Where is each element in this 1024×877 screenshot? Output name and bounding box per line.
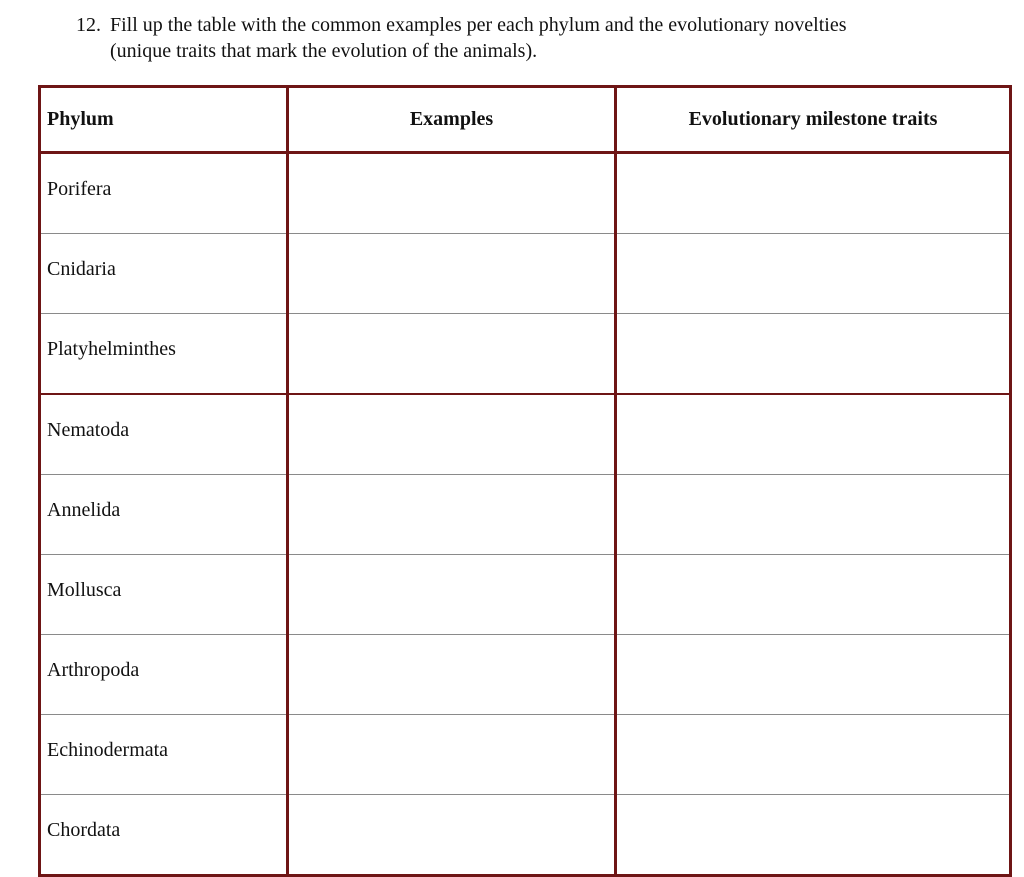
phylum-cell: Cnidaria [40,234,288,314]
phylum-table [38,85,1012,877]
examples-cell[interactable] [288,715,616,795]
question-line-1-text: Fill up the table with the common examples per each phylum and the evolutionary novelties [110,14,847,36]
examples-cell[interactable] [288,394,616,475]
traits-cell[interactable] [616,314,1011,395]
table-row [40,635,1011,715]
table-header-row [40,87,1011,153]
phylum-cell: Annelida [40,475,288,555]
examples-cell[interactable] [288,795,616,876]
question-line-1 [76,12,976,38]
phylum-cell: Chordata [40,795,288,876]
traits-cell[interactable] [616,635,1011,715]
phylum-cell: Arthropoda [40,635,288,715]
table-row [40,555,1011,635]
traits-cell[interactable] [616,475,1011,555]
phylum-cell: Porifera [40,153,288,234]
phylum-cell: Platyhelminthes [40,314,288,395]
table-row [40,475,1011,555]
table-row [40,394,1011,475]
phylum-cell: Echinodermata [40,715,288,795]
examples-cell[interactable] [288,234,616,314]
traits-cell[interactable] [616,555,1011,635]
table-row [40,715,1011,795]
table-row [40,153,1011,234]
examples-cell[interactable] [288,475,616,555]
table-row [40,795,1011,876]
traits-cell[interactable] [616,153,1011,234]
table-row [40,314,1011,395]
traits-cell[interactable] [616,715,1011,795]
table-row [40,234,1011,314]
phylum-cell: Nematoda [40,394,288,475]
traits-cell[interactable] [616,394,1011,475]
traits-cell[interactable] [616,795,1011,876]
header-examples: Examples [288,87,616,153]
examples-cell[interactable] [288,555,616,635]
question-line-2: (unique traits that mark the evolution of the animals). [110,40,538,62]
question-number: 12. [76,14,101,36]
header-evolutionary-traits: Evolutionary milestone traits [616,87,1011,153]
phylum-cell: Mollusca [40,555,288,635]
examples-cell[interactable] [288,635,616,715]
examples-cell[interactable] [288,153,616,234]
header-phylum: Phylum [40,87,288,153]
question-text [76,12,976,64]
examples-cell[interactable] [288,314,616,395]
traits-cell[interactable] [616,234,1011,314]
